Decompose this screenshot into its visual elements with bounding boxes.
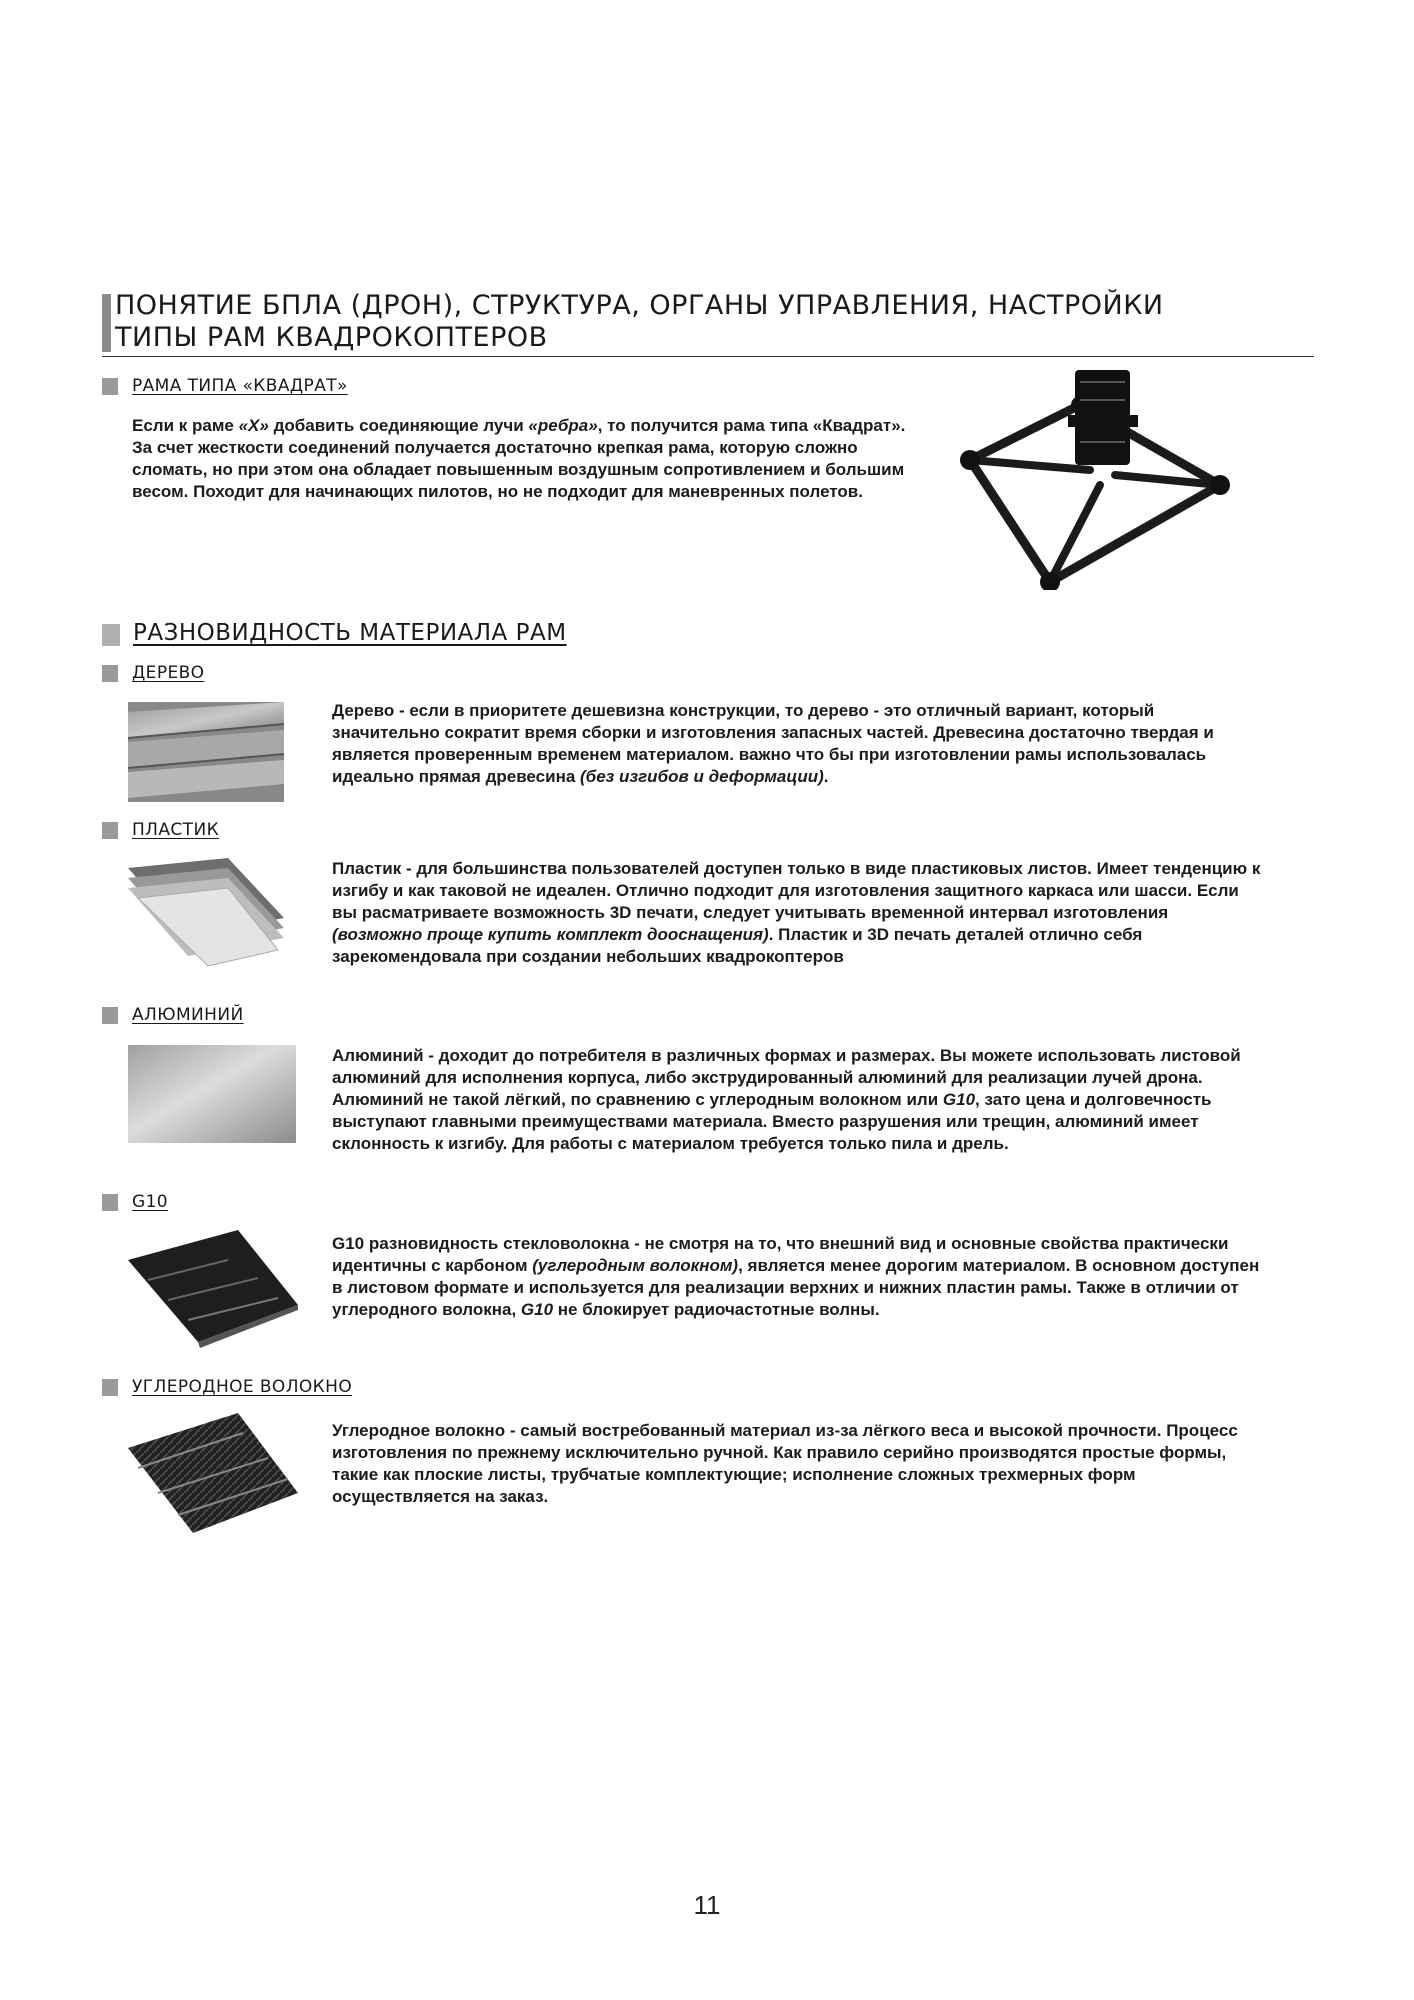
g10-heading: G10 (132, 1192, 169, 1212)
plastic-text: Пластик - для большинства пользователей доступен только в виде пластиковых листов. Имеет тенденцию к изгибу и как таковой не идеален. Отлично подходит для изготовления защитного каркаса или шасси. Если вы расматриваете возможность 3D печати, следует учитывать временной интервал изготовления (возможно проще купить комплект дооснащения). Пластик и 3D печать деталей отлично себя зарекомендовала при создании небольших квадрокоптеров (332, 859, 1261, 966)
section-marker (102, 665, 118, 682)
square-frame-heading: РАМА ТИПА «КВАДРАТ» (132, 376, 348, 396)
section-marker (102, 378, 118, 395)
wood-text: Дерево - если в приоритете дешевизна конструкции, то дерево - это отличный вариант, который значительно сократит время сборки и изготовления запасных частей. Древесина достаточно твердая и является проверенным временем материалом. важно что бы при изготовлении рамы использовалась идеально прямая древесина (без изгибов и деформации). (332, 701, 1214, 786)
header-line-2: ТИПЫ РАМ КВАДРОКОПТЕРОВ (115, 322, 548, 353)
header-line-1: ПОНЯТИЕ БПЛА (ДРОН), СТРУКТУРА, ОРГАНЫ УПРАВЛЕНИЯ, НАСТРОЙКИ (115, 290, 1164, 321)
header-rule (102, 356, 1314, 357)
plastic-heading: ПЛАСТИК (132, 820, 220, 840)
carbon-image (128, 1413, 298, 1538)
carbon-heading: УГЛЕРОДНОЕ ВОЛОКНО (132, 1377, 353, 1397)
header-accent-bar (102, 294, 111, 352)
g10-image (128, 1230, 298, 1350)
square-frame-illustration (950, 360, 1250, 590)
section-marker (102, 1379, 118, 1396)
square-frame-text: Если к раме «X» добавить соединяющие лучи «ребра», то получится рама типа «Квадрат». За счет жесткости соединений получается достаточно крепкая рама, которую сложно сломать, но при этом она обладает повышенным воздушным сопротивлением и большим весом. Походит для начинающих пилотов, но не подходит для маневренных полетов. (132, 416, 906, 501)
page-number: 11 (693, 1890, 721, 1920)
page-header (115, 290, 1315, 354)
materials-heading: РАЗНОВИДНОСТЬ МАТЕРИАЛА РАМ (133, 620, 567, 646)
aluminium-heading: АЛЮМИНИЙ (132, 1005, 244, 1025)
section-marker (102, 1194, 118, 1211)
wood-heading: ДЕРЕВО (132, 663, 205, 683)
aluminium-text: Алюминий - доходит до потребителя в различных формах и размерах. Вы можете использовать листовой алюминий для исполнения корпуса, либо экструдированный алюминий для реализации лучей дрона. Алюминий не такой лёгкий, по сравнению с углеродным волокном или G10, зато цена и долговечность выступают главными преимуществами материала. Вместо разрушения или трещин, алюминий имеет склонность к изгибу. Для работы с материалом требуется только пила и дрель. (332, 1046, 1241, 1153)
section-marker (102, 822, 118, 839)
wood-image (128, 702, 284, 802)
section-marker (102, 1007, 118, 1024)
g10-text: G10 разновидность стекловолокна - не смотря на то, что внешний вид и основные свойства практически идентичны с карбоном (углеродным волокном), является менее дорогим материалом. В основном доступен в листовом формате и используется для реализации верхних и нижних пластин рамы. Также в отличии от углеродного волокна, G10 не блокирует радиочастотные волны. (332, 1234, 1260, 1319)
section-marker (102, 624, 120, 646)
aluminium-image (128, 1045, 296, 1143)
plastic-image (128, 858, 284, 966)
carbon-text: Углеродное волокно - самый востребованный материал из-за лёгкого веса и высокой прочности. Процесс изготовления по прежнему исключительно ручной. Как правило серийно производятся простые формы, такие как плоские листы, трубчатые комплектующие; исполнение сложных трехмерных форм осуществляется на заказ. (332, 1421, 1238, 1506)
